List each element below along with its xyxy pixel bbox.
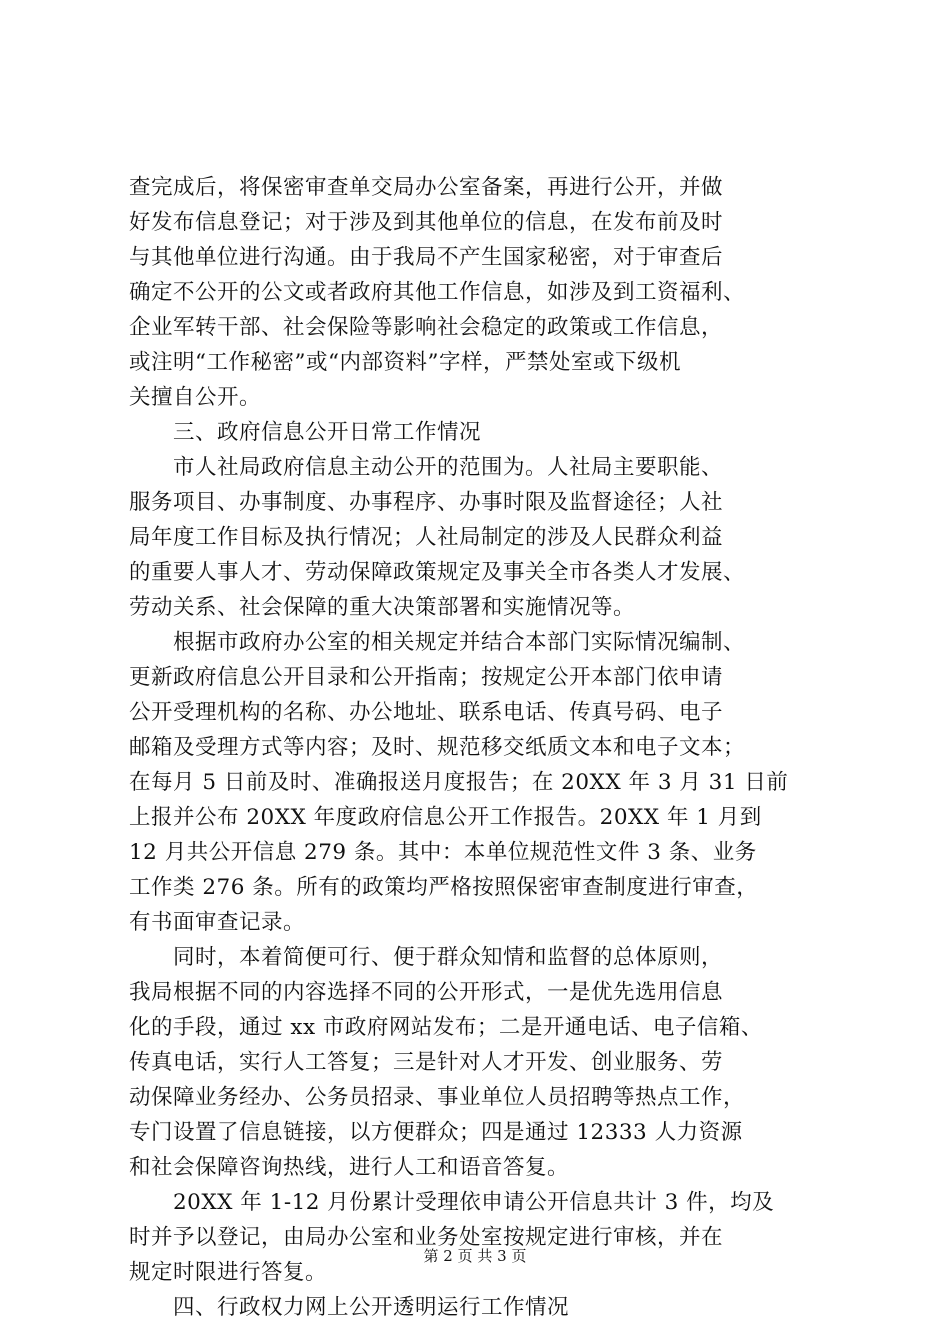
text-line: 三、政府信息公开日常工作情况 <box>173 420 482 445</box>
text-line: 规定时限进行答复。 <box>129 1260 328 1285</box>
document-body <box>129 170 829 1325</box>
text-line: 和社会保障咨询热线，进行人工和语音答复。 <box>129 1155 570 1180</box>
text-line: 四、行政权力网上公开透明运行工作情况 <box>173 1295 570 1320</box>
text-line: 市人社局政府信息主动公开的范围为。人社局主要职能、 <box>173 455 724 480</box>
text-line: 服务项目、办事制度、办事程序、办事时限及监督途径；人社 <box>129 490 724 515</box>
text-line: 或注明“工作秘密”或“内部资料”字样，严禁处室或下级机 <box>129 350 681 375</box>
text-line: 好发布信息登记；对于涉及到其他单位的信息，在发布前及时 <box>129 210 724 235</box>
text-line: 专门设置了信息链接，以方便群众；四是通过 12333 人力资源 <box>129 1120 743 1145</box>
text-line: 查完成后，将保密审查单交局办公室备案，再进行公开，并做 <box>129 175 724 200</box>
text-line: 我局根据不同的内容选择不同的公开形式，一是优先选用信息 <box>129 980 724 1005</box>
text-line: 关擅自公开。 <box>129 385 262 410</box>
text-line: 在每月 5 日前及时、准确报送月度报告；在 20XX 年 3 月 31 日前 <box>129 770 789 795</box>
text-line: 化的手段，通过 xx 市政府网站发布；二是开通电话、电子信箱、 <box>129 1015 763 1040</box>
text-line: 动保障业务经办、公务员招录、事业单位人员招聘等热点工作， <box>129 1085 746 1110</box>
text-line: 传真电话，实行人工答复；三是针对人才开发、创业服务、劳 <box>129 1050 724 1075</box>
text-line: 更新政府信息公开目录和公开指南；按规定公开本部门依申请 <box>129 665 724 690</box>
text-line: 劳动关系、社会保障的重大决策部署和实施情况等。 <box>129 595 636 620</box>
text-line: 局年度工作目标及执行情况；人社局制定的涉及人民群众利益 <box>129 525 724 550</box>
text-line: 20XX 年 1-12 月份累计受理依申请公开信息共计 3 件，均及 <box>173 1190 775 1215</box>
page-footer: 第 2 页 共 3 页 <box>423 1247 527 1265</box>
text-line: 公开受理机构的名称、办公地址、联系电话、传真号码、电子 <box>129 700 724 725</box>
text-line: 的重要人事人才、劳动保障政策规定及事关全市各类人才发展、 <box>129 560 746 585</box>
text-line: 12 月共公开信息 279 条。其中：本单位规范性文件 3 条、业务 <box>129 840 757 865</box>
text-line: 企业军转干部、社会保险等影响社会稳定的政策或工作信息， <box>129 315 724 340</box>
text-line: 根据市政府办公室的相关规定并结合本部门实际情况编制、 <box>173 630 746 655</box>
text-line: 上报并公布 20XX 年度政府信息公开工作报告。20XX 年 1 月到 <box>129 805 762 830</box>
text-line: 与其他单位进行沟通。由于我局不产生国家秘密，对于审查后 <box>129 245 724 270</box>
text-line: 邮箱及受理方式等内容；及时、规范移交纸质文本和电子文本； <box>129 735 746 760</box>
text-line: 同时，本着简便可行、便于群众知情和监督的总体原则， <box>173 945 724 970</box>
text-line: 有书面审查记录。 <box>129 910 306 935</box>
text-line: 确定不公开的公文或者政府其他工作信息，如涉及到工资福利、 <box>129 280 746 305</box>
text-line: 工作类 276 条。所有的政策均严格按照保密审查制度进行审查， <box>129 875 759 900</box>
text-line: 时并予以登记，由局办公室和业务处室按规定进行审核，并在 <box>129 1225 724 1250</box>
